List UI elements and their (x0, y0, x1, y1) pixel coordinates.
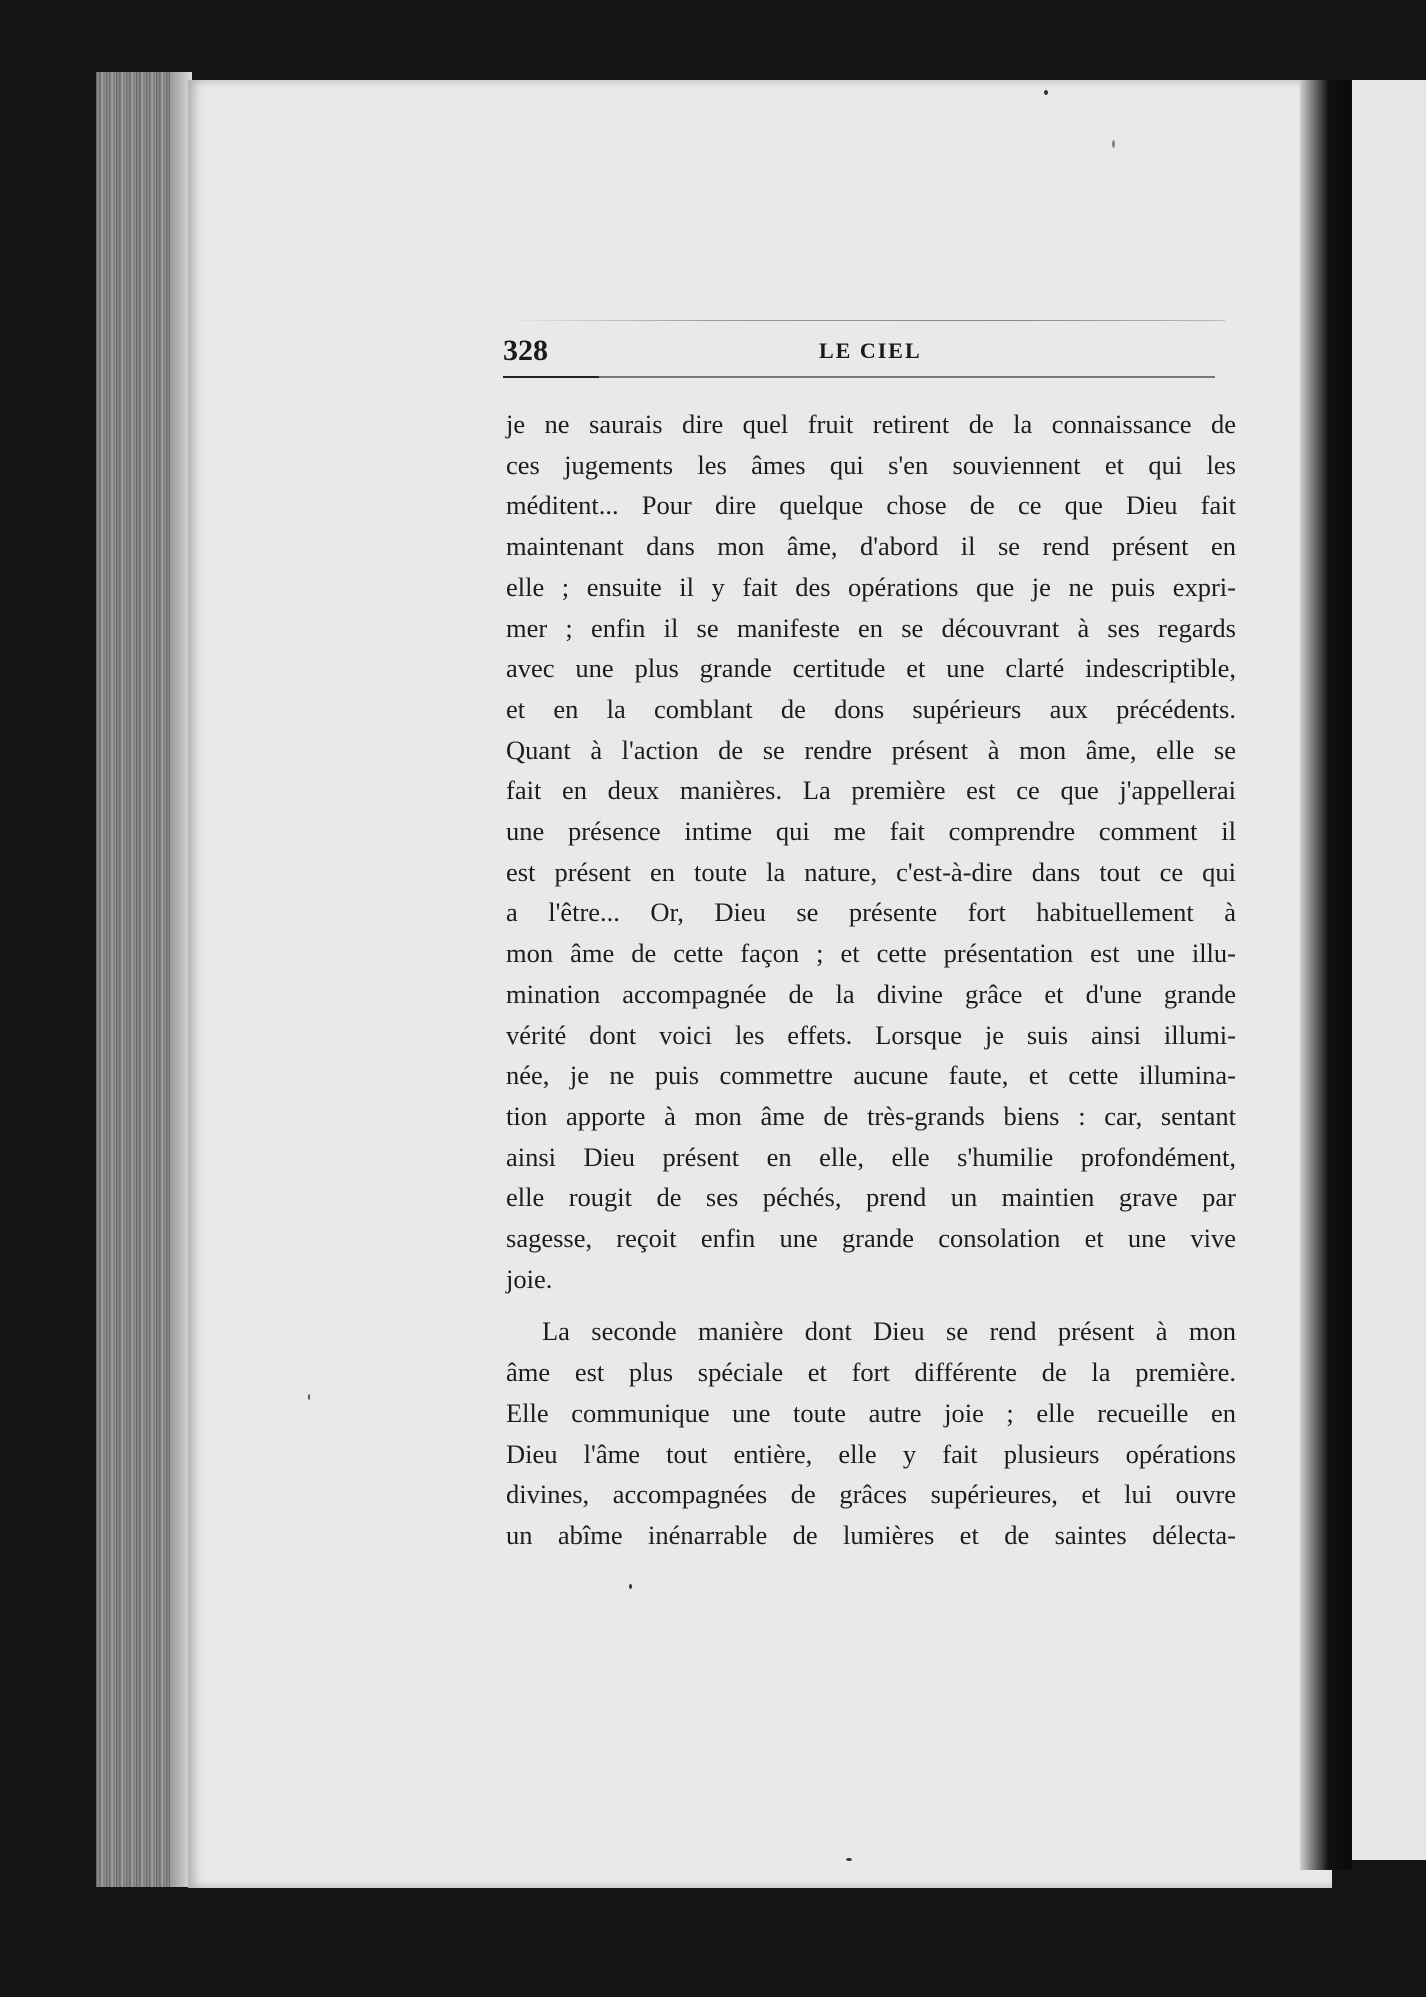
scan-speck (308, 1394, 310, 1400)
text-line: née, je ne puis commettre aucune faute, et cette illumina- (506, 1060, 1236, 1091)
scan-speck (1112, 140, 1115, 148)
text-line: divines, accompagnées de grâces supérieures, et lui ouvre (506, 1479, 1236, 1510)
text-line: une présence intime qui me fait comprendre comment il (506, 816, 1236, 847)
text-line: méditent... Pour dire quelque chose de ce que Dieu fait (506, 490, 1236, 521)
text-line: est présent en toute la nature, c'est-à-dire dans tout ce qui (506, 856, 1236, 887)
text-line: vérité dont voici les effets. Lorsque je suis ainsi illumi- (506, 1019, 1236, 1050)
text-line: maintenant dans mon âme, d'abord il se rend présent en (506, 531, 1236, 562)
text-line: Dieu l'âme tout entière, elle y fait plusieurs opérations (506, 1438, 1236, 1469)
scan-speck (1044, 90, 1048, 95)
header-top-rule (503, 320, 1225, 321)
text-line: mon âme de cette façon ; et cette présentation est une illu- (506, 938, 1236, 969)
text-line: ces jugements les âmes qui s'en souviennent et qui les (506, 449, 1236, 480)
text-line: La seconde manière dont Dieu se rend présent à mon (542, 1316, 1236, 1347)
book-gutter-fold (1300, 80, 1352, 1870)
text-line: je ne saurais dire quel fruit retirent de la connaissance de (506, 409, 1236, 439)
text-line: ainsi Dieu présent en elle, elle s'humilie profondément, (506, 1141, 1236, 1172)
text-line: fait en deux manières. La première est ce que j'appellerai (506, 775, 1236, 806)
text-line: avec une plus grande certitude et une clarté indescriptible, (506, 653, 1236, 684)
text-line: joie. (506, 1263, 553, 1294)
text-line: Quant à l'action de se rendre présent à mon âme, elle se (506, 734, 1236, 765)
text-line: sagesse, reçoit enfin une grande consolation et une vive (506, 1223, 1236, 1254)
paragraph-gap (506, 1299, 1236, 1311)
scan-speck (846, 1858, 852, 1861)
text-line: elle ; ensuite il y fait des opérations que je ne puis expri- (506, 571, 1236, 602)
text-line: mer ; enfin il se manifeste en se découvrant à ses regards (506, 612, 1236, 643)
page-number: 328 (503, 334, 548, 367)
text-line: elle rougit de ses péchés, prend un maintien grave par (506, 1182, 1236, 1213)
body-text (506, 404, 1236, 1556)
text-line: âme est plus spéciale et fort différente de la première. (506, 1357, 1236, 1388)
scan-speck (629, 1584, 632, 1589)
page-header (503, 320, 1225, 380)
text-line: et en la comblant de dons supérieurs aux précédents. (506, 693, 1236, 724)
text-line: un abîme inénarrable de lumières et de saintes délecta- (506, 1519, 1236, 1550)
text-line: a l'être... Or, Dieu se présente fort habituellement à (506, 897, 1236, 928)
facing-page-sliver (1352, 80, 1426, 1860)
text-line: tion apporte à mon âme de très-grands biens : car, sentant (506, 1100, 1236, 1131)
header-bottom-rule (503, 376, 1215, 378)
text-line: mination accompagnée de la divine grâce et d'une grande (506, 978, 1236, 1009)
running-title: LE CIEL (819, 338, 922, 363)
text-line: Elle communique une toute autre joie ; elle recueille en (506, 1397, 1236, 1428)
